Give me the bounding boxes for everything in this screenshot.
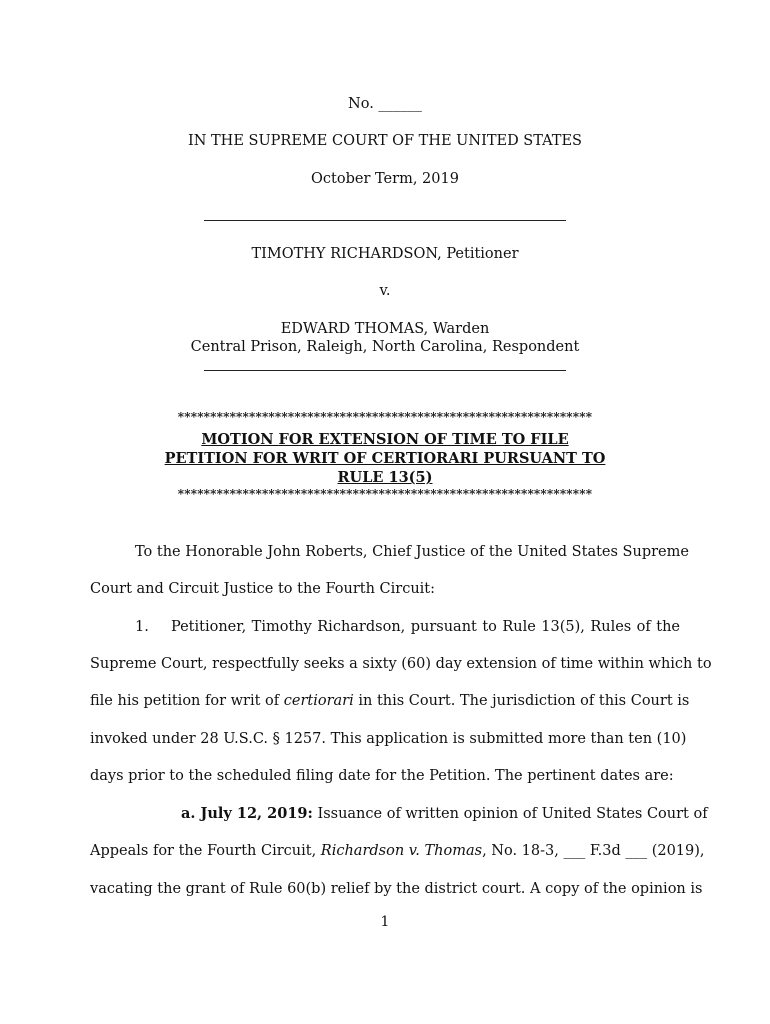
motion-title-line-1: MOTION FOR EXTENSION OF TIME TO FILE xyxy=(201,431,569,448)
stars-separator-top: **************************************************************** xyxy=(177,410,593,424)
item-a-line-1-text: Issuance of written opinion of United States Court of xyxy=(312,806,708,822)
respondent-line-2: Central Prison, Raleigh, North Carolina, Respondent xyxy=(190,339,580,355)
paragraph-1-line-4: invoked under 28 U.S.C. § 1257. This application is submitted more than ten (10) xyxy=(90,731,687,747)
docket-number: No. ______ xyxy=(348,96,422,112)
versus-line: v. xyxy=(379,283,391,299)
address-line-2: Court and Circuit Justice to the Fourth Circuit: xyxy=(90,581,436,597)
paragraph-1-line-5: days prior to the scheduled filing date for the Petition. The pertinent dates are: xyxy=(90,768,674,784)
paragraph-1-line-3-start: file his petition for writ of xyxy=(90,693,284,709)
item-a-line-1 xyxy=(181,805,708,823)
motion-title-line-3: RULE 13(5) xyxy=(337,469,433,486)
paragraph-1-line-3 xyxy=(90,692,690,710)
caption-rule-bottom xyxy=(204,370,566,371)
page-number: 1 xyxy=(380,914,390,930)
address-line-1: To the Honorable John Roberts, Chief Justice of the United States Supreme xyxy=(135,544,689,560)
paragraph-1-line-2: Supreme Court, respectfully seeks a sixty (60) day extension of time within which to xyxy=(90,656,712,672)
court-name: IN THE SUPREME COURT OF THE UNITED STATES xyxy=(187,133,582,149)
item-a-line-3: vacating the grant of Rule 60(b) relief by the district court. A copy of the opinion is xyxy=(90,881,703,897)
caption-rule-top xyxy=(204,220,566,221)
paragraph-number: 1. xyxy=(135,619,149,635)
petitioner-line: TIMOTHY RICHARDSON, Petitioner xyxy=(251,246,519,262)
court-term: October Term, 2019 xyxy=(311,171,459,187)
motion-title-line-2: PETITION FOR WRIT OF CERTIORARI PURSUANT TO xyxy=(164,450,606,467)
respondent-line-1: EDWARD THOMAS, Warden xyxy=(280,321,490,337)
paragraph-1-line-3-end: in this Court. The jurisdiction of this Court is xyxy=(353,693,690,709)
item-a-line-2-start: Appeals for the Fourth Circuit, xyxy=(90,843,321,859)
certiorari-italic: certiorari xyxy=(283,693,354,709)
item-a-label: a. July 12, 2019: xyxy=(181,805,313,822)
case-name-italic: Richardson v. Thomas xyxy=(320,843,483,859)
item-a-line-2-end: , No. 18-3, ___ F.3d ___ (2019), xyxy=(482,843,705,859)
paragraph-1-line-1: Petitioner, Timothy Richardson, pursuant to Rule 13(5), Rules of the xyxy=(171,619,680,635)
stars-separator-bottom: **************************************************************** xyxy=(177,487,593,501)
item-a-line-2 xyxy=(90,842,705,860)
